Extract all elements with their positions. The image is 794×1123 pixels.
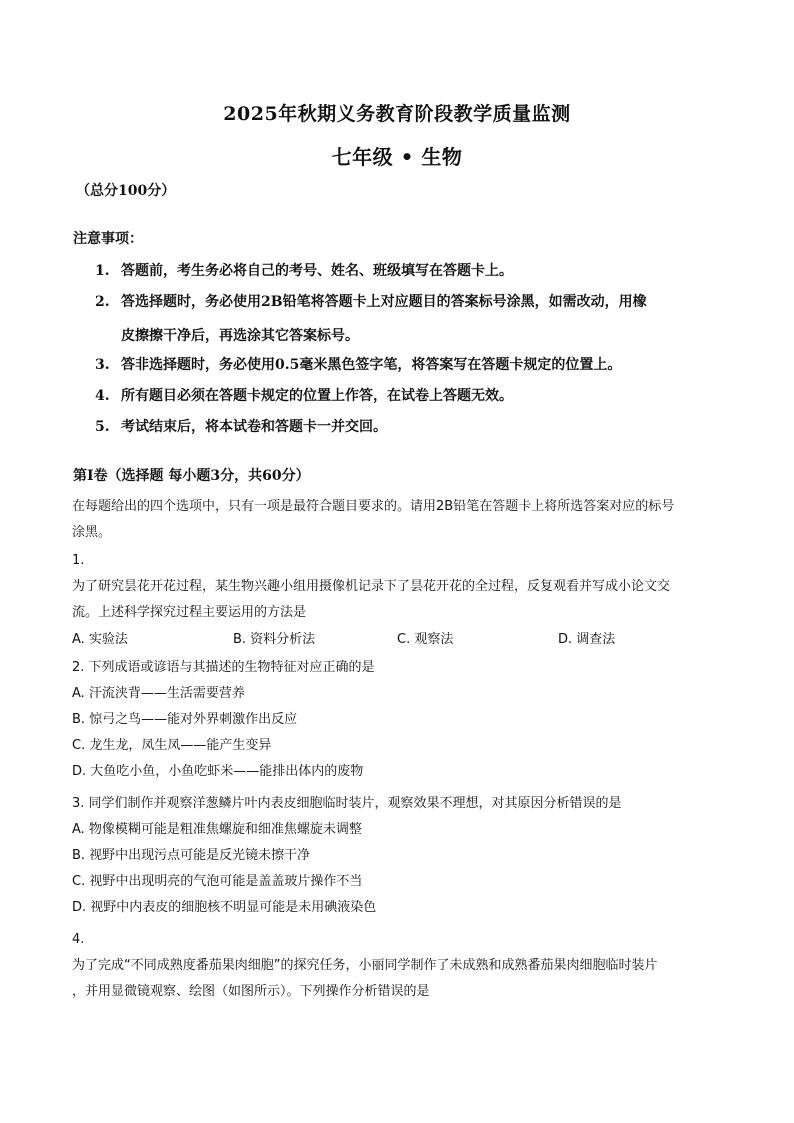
section-heading: 第Ⅰ卷（选择题 每小题3分，共60分） (73, 468, 310, 484)
option-c: C. 视野中出现明亮的气泡可能是盖盖玻片操作不当 (72, 874, 363, 889)
notice-item (95, 412, 725, 443)
notice-item-text: 答题前，考生务必将自己的考号、姓名、班级填写在答题卡上。 (121, 263, 513, 279)
option-a: A. 实验法 (72, 632, 128, 647)
notice-item-text: 所有题目必须在答题卡规定的位置上作答，在试卷上答题无效。 (121, 388, 513, 404)
option-d: D. 大鱼吃小鱼，小鱼吃虾米——能排出体内的废物 (72, 764, 364, 779)
instruction-line: 涂黑。 (72, 525, 112, 540)
notice-item-continuation: 皮擦擦干净后，再选涂其它答案标号。 (121, 328, 359, 344)
notice-item-number: 1. (95, 263, 110, 279)
question-number: 1. (72, 553, 85, 568)
notice-item (95, 256, 725, 287)
exam-title: 2025年秋期义务教育阶段教学质量监测 (223, 103, 571, 125)
notice-item-text: 答非选择题时，务必使用0.5毫米黑色签字笔，将答案写在答题卡规定的位置上。 (121, 357, 622, 373)
question-1 (72, 548, 732, 626)
option-b: B. 惊弓之鸟——能对外界刺激作出反应 (72, 712, 298, 727)
question-stem: 2. 下列成语或谚语与其描述的生物特征对应正确的是 (72, 660, 375, 675)
notice-item (95, 381, 725, 412)
notice-heading: 注意事项： (73, 231, 143, 247)
option-c: C. 观察法 (397, 632, 454, 647)
question-stem: 为了完成“不同成熟度番茄果肉细胞”的探究任务，小丽同学制作了未成熟和成熟番茄果肉细胞临时装片 (72, 958, 658, 973)
exam-subtitle: 七年级 • 生物 (331, 145, 463, 169)
notice-item-number: 5. (95, 419, 110, 435)
question-stem: 流。上述科学探究过程主要运用的方法是 (72, 605, 307, 620)
option-d: D. 调查法 (558, 632, 616, 647)
notice-item-text: 答选择题时，务必使用2B铅笔将答题卡上对应题目的答案标号涂黑，如需改动，用橡 (121, 294, 647, 310)
notice-item-number: 3. (95, 357, 110, 373)
notice-item (95, 287, 725, 318)
question-stem: ，并用显微镜观察、绘图（如图所示）。下列操作分析错误的是 (72, 984, 430, 999)
option-a: A. 物像模糊可能是粗准焦螺旋和细准焦螺旋未调整 (72, 822, 362, 837)
option-b: B. 视野中出现污点可能是反光镜未擦干净 (72, 848, 311, 863)
option-d: D. 视野中内表皮的细胞核不明显可能是未用碘液染色 (72, 900, 377, 915)
option-c: C. 龙生龙，凤生凤——能产生变异 (72, 738, 272, 753)
total-score: （总分100分） (76, 183, 176, 199)
option-b: B. 资料分析法 (233, 632, 316, 647)
notice-item-text: 考试结束后，将本试卷和答题卡一并交回。 (121, 419, 387, 435)
question-4 (72, 927, 732, 1005)
question-1-options (72, 627, 732, 653)
option-a: A. 汗流浃背——生活需要营养 (72, 686, 245, 701)
notice-item-number: 2. (95, 294, 110, 310)
instruction-line: 在每题给出的四个选项中，只有一项是最符合题目要求的。请用2B铅笔在答题卡上将所选答案对应的标号 (72, 499, 675, 514)
question-number: 4. (72, 932, 85, 947)
notice-item (95, 350, 725, 381)
notice-item-number: 4. (95, 388, 110, 404)
question-stem: 为了研究昙花开花过程，某生物兴趣小组用摄像机记录下了昙花开花的全过程，反复观看并写成小论文交 (72, 579, 671, 594)
section-instruction (72, 494, 732, 546)
question-2 (72, 655, 732, 785)
question-3 (72, 791, 732, 921)
question-stem: 3. 同学们制作并观察洋葱鳞片叶内表皮细胞临时装片，观察效果不理想，对其原因分析错误的是 (72, 796, 622, 811)
